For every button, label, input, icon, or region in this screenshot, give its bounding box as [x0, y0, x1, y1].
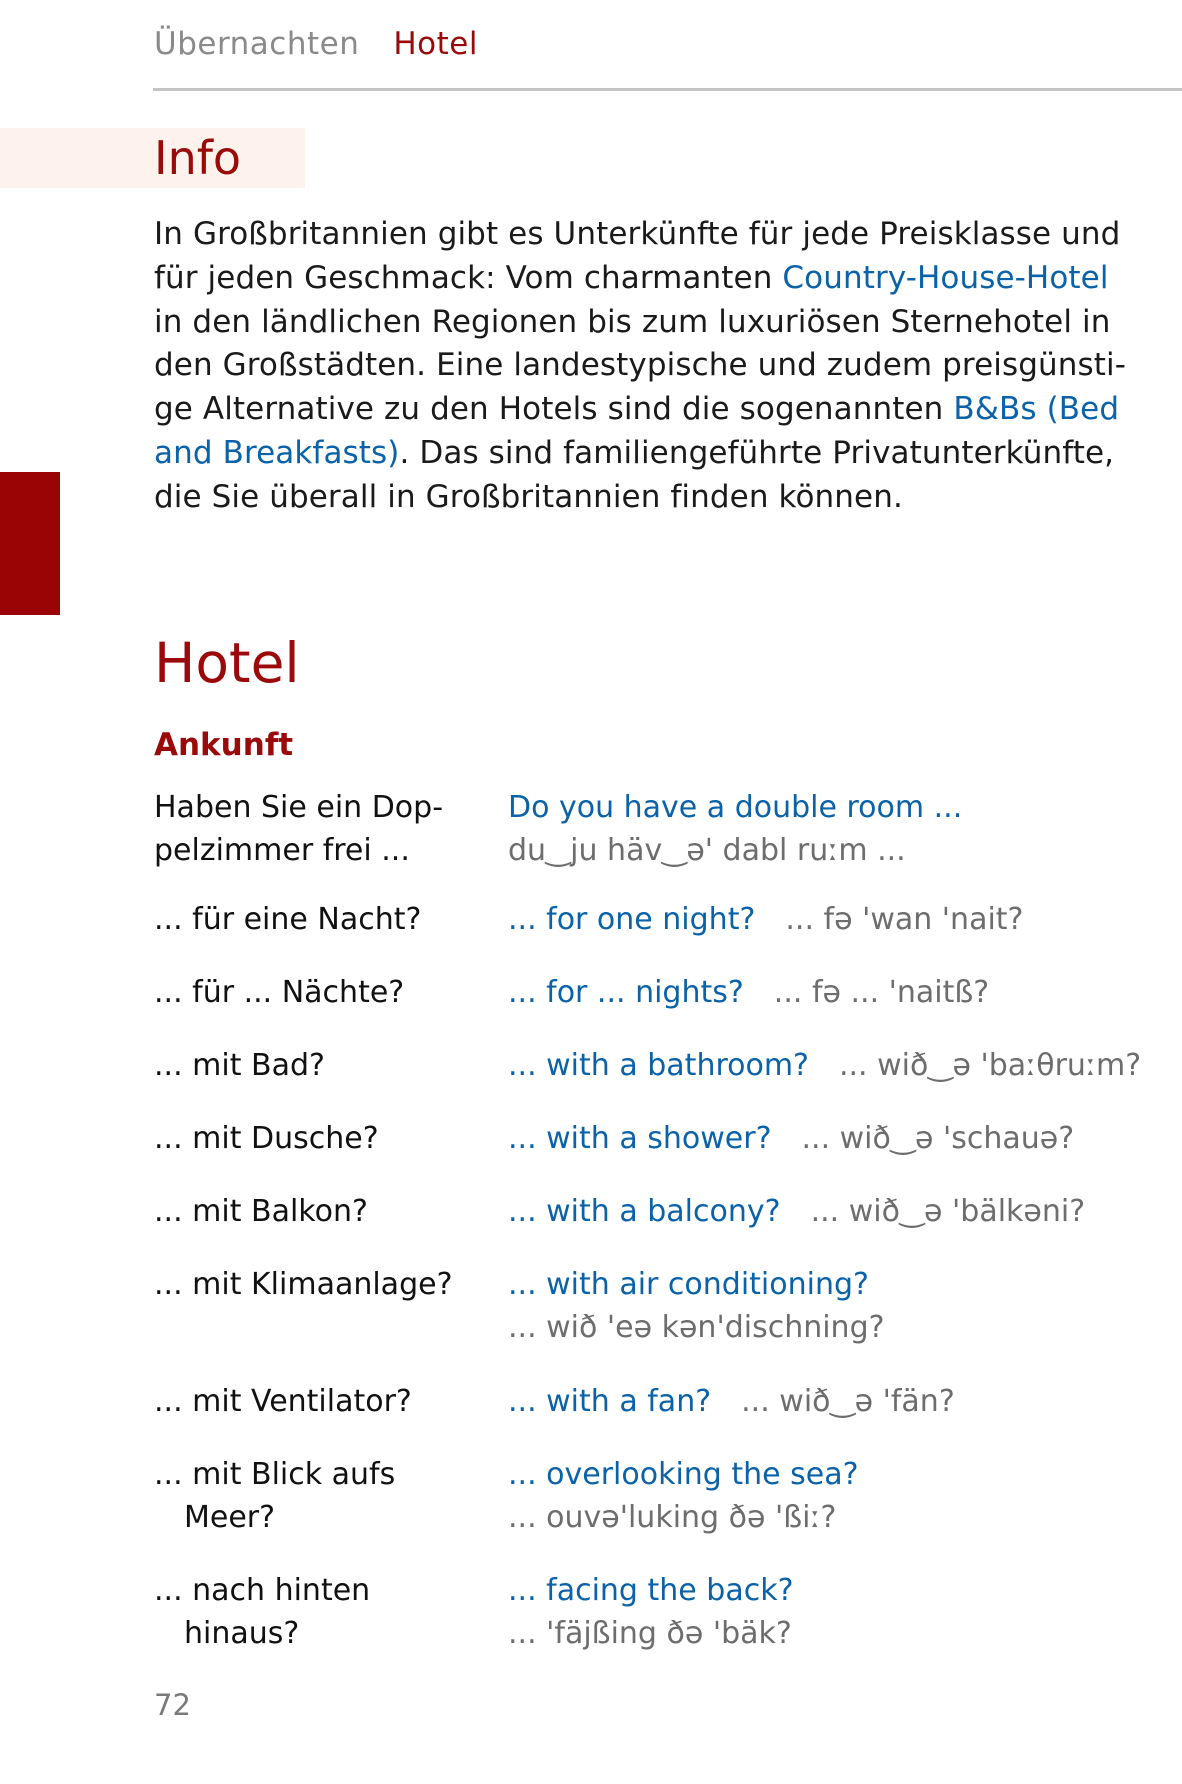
- translation: [508, 1044, 1141, 1087]
- german-phrase: ... mit Bad?: [154, 1048, 325, 1083]
- pronunciation: du‿ju häv‿ə' dabl ruːm ...: [508, 833, 906, 868]
- info-line: [154, 301, 1154, 345]
- info-heading-background: [0, 128, 305, 188]
- translation: [508, 1380, 955, 1423]
- german-line: ... mit Blick aufs: [154, 1457, 396, 1492]
- running-head: [154, 26, 478, 62]
- english-phrase: ... for one night?: [508, 902, 756, 937]
- chapter-thumb-tab: [0, 472, 60, 615]
- german-line: Meer?: [184, 1500, 276, 1535]
- english-phrase: ... with a fan?: [508, 1384, 712, 1419]
- german-line: hinaus?: [184, 1616, 300, 1651]
- pronunciation: ... wið‿ə 'baːθruːm?: [838, 1048, 1142, 1083]
- pronunciation: ... wið 'eə kən'dischning?: [508, 1310, 885, 1345]
- term-bnb-cont: and Breakfasts): [154, 434, 400, 471]
- german-line: ... nach hinten: [154, 1573, 371, 1608]
- info-line: [154, 476, 1154, 520]
- translation: [508, 971, 989, 1014]
- page-number: 72: [154, 1688, 191, 1722]
- pronunciation: ... wið‿ə 'fän?: [741, 1384, 955, 1419]
- translation: [508, 1263, 885, 1349]
- running-head-chapter: Hotel: [393, 26, 478, 62]
- german-line: Haben Sie ein Dop-: [154, 790, 444, 825]
- german-phrase: [154, 1569, 494, 1655]
- german-phrase: ... mit Dusche?: [154, 1121, 379, 1156]
- english-phrase: ... with a bathroom?: [508, 1048, 809, 1083]
- info-text: ge Alternative zu den Hotels sind die sogenannten: [154, 391, 954, 428]
- german-phrase: ... für eine Nacht?: [154, 902, 422, 937]
- translation: [508, 1190, 1085, 1233]
- info-text: den Großstädten. Eine landestypische und zudem preisgünsti-: [154, 347, 1126, 384]
- term-country-house-hotel: Country-House-Hotel: [782, 259, 1109, 296]
- info-line: [154, 344, 1154, 388]
- pronunciation: ... wið‿ə 'schauə?: [801, 1121, 1075, 1156]
- running-head-section: Übernachten: [154, 26, 360, 62]
- english-phrase: ... facing the back?: [508, 1573, 794, 1608]
- translation: [508, 786, 962, 872]
- german-phrase: ... mit Balkon?: [154, 1194, 368, 1229]
- german-phrase: [154, 1453, 494, 1539]
- info-text: in den ländlichen Regionen bis zum luxuriösen Sternehotel in: [154, 303, 1111, 340]
- info-line: [154, 432, 1154, 476]
- pronunciation: ... wið‿ə 'bälkəni?: [810, 1194, 1086, 1229]
- section-title: Hotel: [154, 631, 300, 695]
- info-text: In Großbritannien gibt es Unterkünfte für jede Preisklasse und: [154, 216, 1121, 252]
- english-phrase: ... with a shower?: [508, 1121, 772, 1156]
- translation: [508, 1569, 794, 1655]
- info-paragraph: [154, 213, 1154, 520]
- german-phrase: ... mit Ventilator?: [154, 1384, 412, 1419]
- header-divider: [153, 88, 1182, 91]
- translation: [508, 898, 1023, 941]
- term-bnb: B&Bs (Bed: [953, 391, 1120, 428]
- german-phrase: ... mit Klimaanlage?: [154, 1267, 453, 1302]
- info-line: [154, 257, 1154, 301]
- german-phrase: ... für ... Nächte?: [154, 975, 405, 1010]
- german-line: pelzimmer frei ...: [154, 833, 410, 868]
- pronunciation: ... ouvə'luking ðə 'ßiː?: [508, 1500, 837, 1535]
- info-text: . Das sind familiengeführte Privatunterkünfte,: [399, 434, 1115, 471]
- info-heading: Info: [154, 131, 242, 185]
- info-line: [154, 213, 1154, 257]
- info-text: die Sie überall in Großbritannien finden können.: [154, 478, 903, 515]
- english-phrase: Do you have a double room ...: [508, 790, 963, 825]
- pronunciation: ... fə 'wan 'nait?: [785, 902, 1024, 937]
- pronunciation: ... 'fäjßing ðə 'bäk?: [508, 1616, 792, 1651]
- info-line: [154, 388, 1154, 432]
- info-text: für jeden Geschmack: Vom charmanten: [154, 259, 783, 296]
- german-phrase: [154, 786, 494, 872]
- pronunciation: ... fə ... 'naitß?: [773, 975, 990, 1010]
- subsection-title: Ankunft: [154, 727, 294, 763]
- translation: [508, 1453, 859, 1539]
- translation: [508, 1117, 1074, 1160]
- english-phrase: ... with air conditioning?: [508, 1267, 869, 1302]
- english-phrase: ... with a balcony?: [508, 1194, 781, 1229]
- english-phrase: ... for ... nights?: [508, 975, 744, 1010]
- english-phrase: ... overlooking the sea?: [508, 1457, 859, 1492]
